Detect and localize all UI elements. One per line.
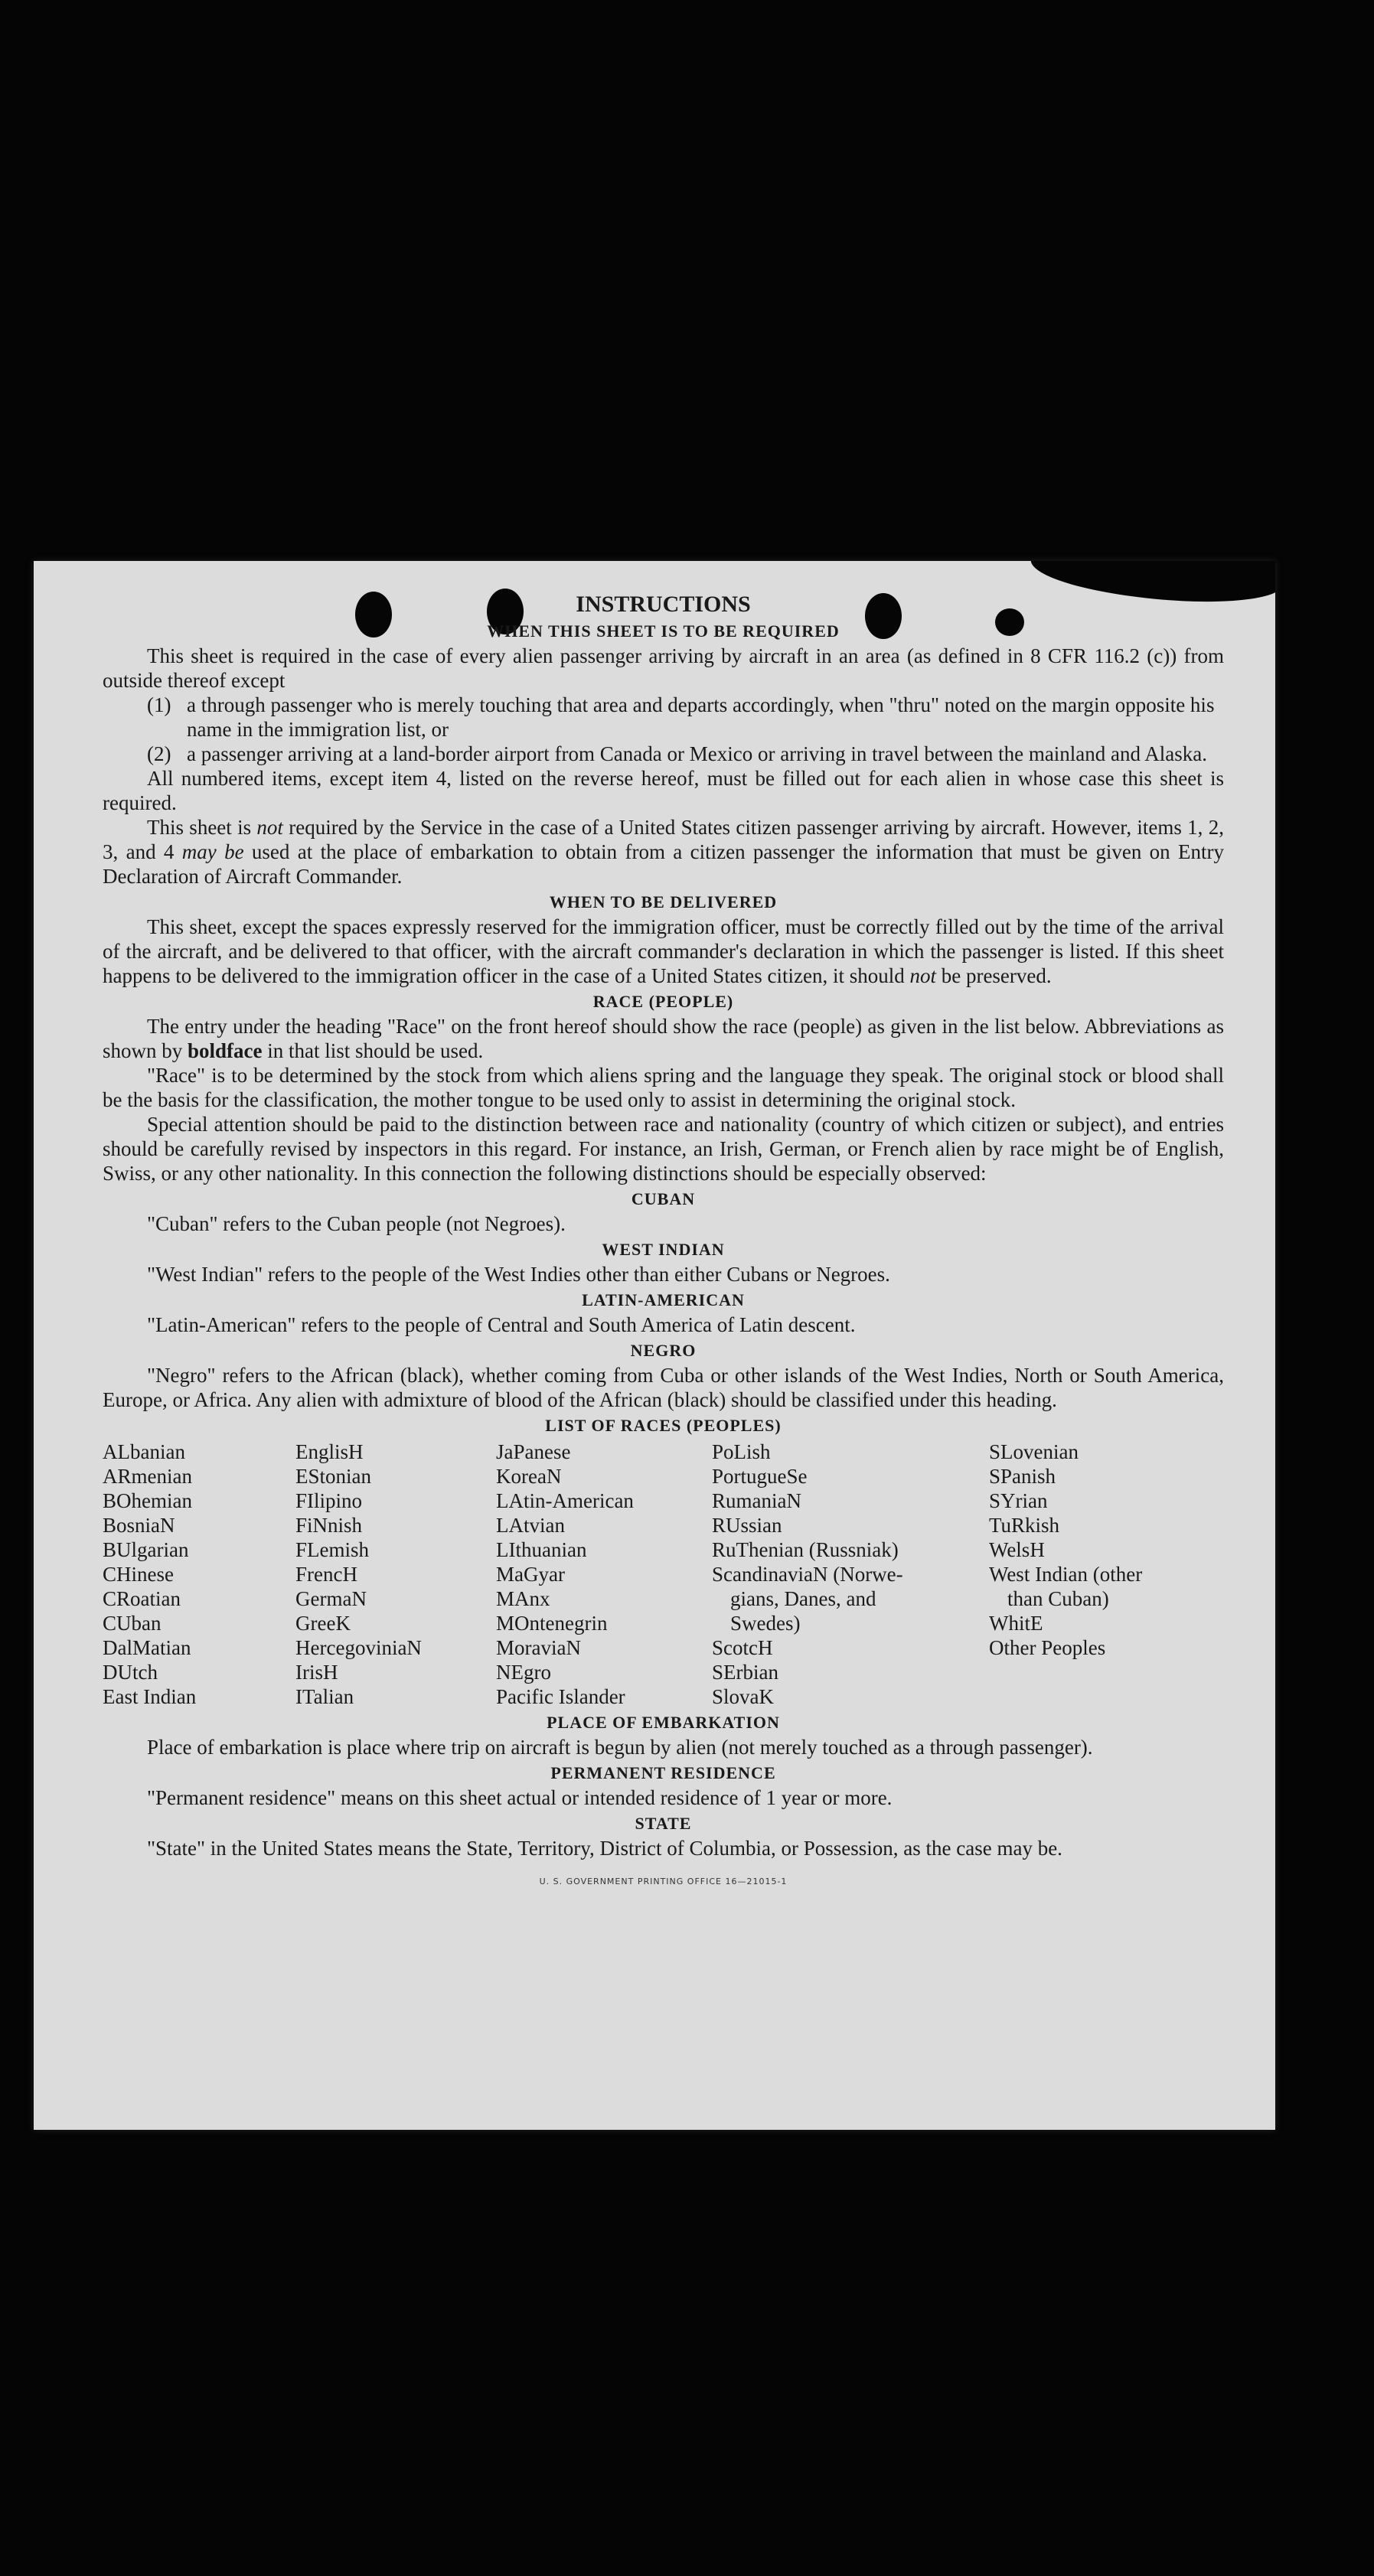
race-entry: WhitE	[989, 1612, 1043, 1635]
race-entry: Other Peoples	[989, 1636, 1106, 1659]
document-content	[103, 592, 1224, 1894]
heading-races-list: LIST OF RACES (PEOPLES)	[545, 1416, 782, 1435]
race-entry: gians, Danes, and	[730, 1587, 876, 1610]
paragraph: "West Indian" refers to the people of the West Indies other than either Cubans or Negroes.	[147, 1263, 890, 1286]
paragraph: All numbered items, except item 4, listed on the reverse hereof, must be filled out for each alien in whose case this sheet is required.	[103, 767, 1224, 814]
race-entry: ScandinaviaN (Norwe-	[712, 1563, 903, 1586]
race-entry: MOntenegrin	[496, 1612, 608, 1635]
race-entry: DalMatian	[103, 1636, 191, 1659]
race-entry: FLemish	[295, 1538, 370, 1561]
heading-when-required: WHEN THIS SHEET IS TO BE REQUIRED	[487, 621, 840, 641]
paragraph: "Race" is to be determined by the stock from which aliens spring and the language they speak. The original stock or blood shall be the basis for the classification, the mother tongue to be used only to assist in determining the original stock.	[103, 1064, 1224, 1111]
races-column	[496, 1440, 712, 1709]
race-entry: CUban	[103, 1612, 162, 1635]
race-entry: MAnx	[496, 1587, 550, 1610]
race-entry: ARmenian	[103, 1465, 192, 1488]
race-entry: SPanish	[989, 1465, 1056, 1488]
printer-imprint: U. S. GOVERNMENT PRINTING OFFICE 16—21015-1	[539, 1877, 788, 1886]
race-entry: BosniaN	[103, 1514, 175, 1537]
race-entry: West Indian (other	[989, 1563, 1143, 1586]
race-entry: TuRkish	[989, 1514, 1060, 1537]
race-entry: LAtvian	[496, 1514, 565, 1537]
paragraph: The entry under the heading "Race" on the front hereof should show the race (people) as given in the list below. Abbreviations as shown by boldface in that list should be used.	[103, 1015, 1224, 1062]
race-entry: EStonian	[295, 1465, 371, 1488]
race-entry: ScotcH	[712, 1636, 773, 1659]
race-entry: SLovenian	[989, 1440, 1079, 1463]
paragraph: This sheet is required in the case of every alien passenger arriving by aircraft in an area (as defined in 8 CFR 116.2 (c)) from outside thereof except	[103, 644, 1224, 692]
heading-cuban: CUBAN	[631, 1189, 696, 1208]
races-column	[989, 1440, 1224, 1709]
paragraph: "Negro" refers to the African (black), whether coming from Cuba or other islands of the West Indies, North or South America, Europe, or Africa. Any alien with admixture of blood of the African (black) should be classified under this heading.	[103, 1364, 1224, 1411]
race-entry: FiNnish	[295, 1514, 363, 1537]
races-column	[712, 1440, 989, 1709]
race-entry: BUlgarian	[103, 1538, 189, 1561]
paragraph: Special attention should be paid to the distinction between race and nationality (country of which citizen or subject), and entries should be carefully revised by inspectors in this regard. For instance, an Irish, German, or French alien by race might be of English, Swiss, or any other nationality. In this connection the following distinctions should be especially observed:	[103, 1113, 1224, 1185]
race-entry: Pacific Islander	[496, 1685, 625, 1708]
race-entry: SErbian	[712, 1661, 778, 1684]
heading-race: RACE (PEOPLE)	[592, 992, 734, 1011]
paragraph: "State" in the United States means the State, Territory, District of Columbia, or Possession, as the case may be.	[147, 1837, 1062, 1860]
paragraph: This sheet is not required by the Service in the case of a United States citizen passenger arriving by aircraft. However, items 1, 2, 3, and 4 may be used at the place of embarkation to obtain from a citizen passenger the information that must be given on Entry Declaration of Aircraft Commander.	[103, 816, 1225, 888]
race-entry: ALbanian	[103, 1440, 185, 1463]
heading-state: STATE	[635, 1814, 692, 1833]
race-entry: PortugueSe	[712, 1465, 808, 1488]
race-entry: NEgro	[496, 1661, 551, 1684]
list-item: (1) a through passenger who is merely touching that area and departs accordingly, when "thru" noted on the margin opposite his name in the immigration list, or	[147, 693, 1215, 741]
paragraph: "Permanent residence" means on this sheet actual or intended residence of 1 year or more.	[147, 1786, 893, 1809]
race-entry: HercegoviniaN	[295, 1636, 422, 1659]
paragraph: "Latin-American" refers to the people of Central and South America of Latin descent.	[147, 1313, 856, 1336]
races-list	[103, 1440, 1224, 1709]
race-entry: Swedes)	[730, 1612, 801, 1635]
race-entry: RumaniaN	[712, 1489, 801, 1512]
race-entry: RUssian	[712, 1514, 782, 1537]
document-sheet	[34, 561, 1275, 2130]
race-entry: DUtch	[103, 1661, 158, 1684]
races-column	[103, 1440, 295, 1709]
race-entry: SlovaK	[712, 1685, 774, 1708]
race-entry: FrencH	[295, 1563, 357, 1586]
paragraph: This sheet, except the spaces expressly reserved for the immigration officer, must be correctly filled out by the time of the arrival of the aircraft, and be delivered to that officer, with the aircraft commander's declaration in which the passenger is listed. If this sheet happens to be delivered to the immigration officer in the case of a United States citizen, it should not be preserved.	[103, 915, 1224, 987]
race-entry: MaGyar	[496, 1563, 565, 1586]
race-entry: GreeK	[295, 1612, 351, 1635]
race-entry: MoraviaN	[496, 1636, 581, 1659]
race-entry: FIlipino	[295, 1489, 363, 1512]
heading-west-indian: WEST INDIAN	[602, 1240, 725, 1259]
race-entry: LAtin-American	[496, 1489, 634, 1512]
heading-latin-american: LATIN-AMERICAN	[582, 1290, 745, 1309]
race-entry: PoLish	[712, 1440, 771, 1463]
race-entry: IrisH	[295, 1661, 338, 1684]
heading-negro: NEGRO	[630, 1341, 697, 1360]
race-entry: CRoatian	[103, 1587, 181, 1610]
race-entry: RuThenian (Russniak)	[712, 1538, 899, 1561]
race-entry: ITalian	[295, 1685, 354, 1708]
race-entry: JaPanese	[496, 1440, 571, 1463]
page-title: INSTRUCTIONS	[576, 592, 751, 617]
races-column	[295, 1440, 496, 1709]
race-entry: BOhemian	[103, 1489, 192, 1512]
paragraph: "Cuban" refers to the Cuban people (not Negroes).	[147, 1212, 566, 1235]
race-entry: than Cuban)	[1007, 1587, 1109, 1610]
heading-when-delivered: WHEN TO BE DELIVERED	[549, 892, 778, 911]
heading-permanent-residence: PERMANENT RESIDENCE	[550, 1763, 776, 1782]
race-entry: EnglisH	[295, 1440, 364, 1463]
paragraph: Place of embarkation is place where trip on aircraft is begun by alien (not merely touched as a through passenger).	[147, 1736, 1093, 1759]
race-entry: GermaN	[295, 1587, 367, 1610]
race-entry: CHinese	[103, 1563, 174, 1586]
race-entry: East Indian	[103, 1685, 197, 1708]
race-entry: SYrian	[989, 1489, 1048, 1512]
race-entry: LIthuanian	[496, 1538, 587, 1561]
heading-embarkation: PLACE OF EMBARKATION	[547, 1713, 780, 1732]
race-entry: WelsH	[989, 1538, 1045, 1561]
list-item: (2) a passenger arriving at a land-border airport from Canada or Mexico or arriving in travel between the mainland and Alaska.	[147, 742, 1208, 765]
race-entry: KoreaN	[496, 1465, 562, 1488]
